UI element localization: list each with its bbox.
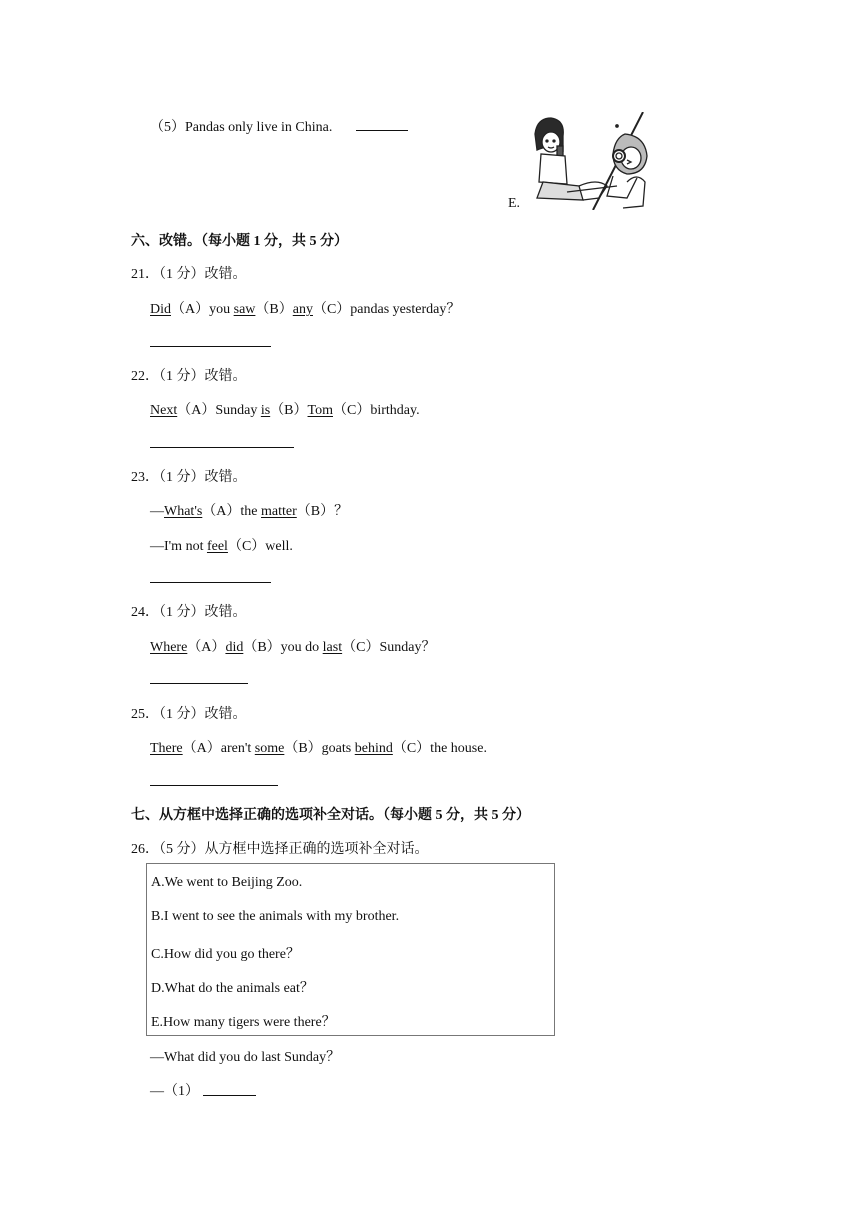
question-25-stem: 25．（1 分）改错。 [131, 707, 247, 722]
question-21-stem: 21．（1 分）改错。 [131, 267, 247, 282]
answer-blank-q26-1[interactable] [203, 1095, 256, 1096]
option-label-e: E. [508, 196, 521, 211]
underlined-word: Tom [307, 403, 333, 418]
answer-blank-q25[interactable] [150, 785, 278, 786]
sentence-text: （C）pandas yesterday？ [312, 302, 461, 317]
sentence-text: （C）well. [227, 539, 293, 554]
question-25-sentence [150, 737, 487, 757]
sentence-text: （B）？ [296, 504, 349, 519]
answer-blank-q24[interactable] [150, 683, 248, 684]
underlined-word: There [150, 741, 183, 756]
underlined-word: Did [150, 302, 171, 317]
underlined-word: is [260, 403, 271, 418]
question-24-stem: 24．（1 分）改错。 [131, 605, 247, 620]
question-23-stem: 23．（1 分）改错。 [131, 470, 247, 485]
section-7-heading: 七、从方框中选择正确的选项补全对话。（每小题 5 分，共 5 分） [131, 808, 530, 823]
sentence-text: （A）Sunday [177, 403, 261, 418]
underlined-word: did [225, 640, 244, 655]
option-c: C.How did you go there？ [151, 947, 300, 962]
question-26-stem: 26．（5 分）从方框中选择正确的选项补全对话。 [131, 842, 429, 857]
question-5-line [150, 116, 332, 136]
question-23-line-2 [150, 535, 293, 555]
sentence-text: （C）birthday. [333, 403, 420, 418]
sentence-text: （B） [270, 403, 308, 418]
girl-phone-illustration [527, 112, 653, 210]
options-box [146, 863, 555, 1036]
question-22-stem: 22．（1 分）改错。 [131, 369, 247, 384]
underlined-word: What's [164, 504, 203, 519]
question-24-sentence [150, 636, 435, 656]
dialog-line-2: —（1） [150, 1084, 199, 1099]
option-a: A.We went to Beijing Zoo. [151, 875, 303, 890]
underlined-word: last [322, 640, 343, 655]
dialog-line-1: —What did you do last Sunday？ [150, 1050, 341, 1065]
sentence-text: （B）you do [243, 640, 323, 655]
question-5-text: （5）Pandas only live in China. [150, 120, 333, 135]
sentence-text: （A）the [202, 504, 262, 519]
sentence-text: （C）Sunday？ [342, 640, 436, 655]
question-21-sentence [150, 298, 460, 318]
question-23-line-1 [150, 500, 348, 520]
answer-blank-q22[interactable] [150, 447, 294, 448]
sentence-text: — [150, 504, 164, 519]
section-6-heading: 六、改错。（每小题 1 分，共 5 分） [131, 234, 348, 249]
sentence-text: （B） [255, 302, 293, 317]
underlined-word: some [254, 741, 285, 756]
answer-blank-q23[interactable] [150, 582, 271, 583]
sentence-text: （A）aren't [182, 741, 255, 756]
option-e: E.How many tigers were there？ [151, 1015, 336, 1030]
option-b: B.I went to see the animals with my brother. [151, 909, 400, 924]
sentence-text: —I'm not [150, 539, 207, 554]
sentence-text: （B）goats [284, 741, 355, 756]
sentence-text: （A） [187, 640, 226, 655]
underlined-word: any [292, 302, 313, 317]
option-d: D.What do the animals eat？ [151, 981, 314, 996]
underlined-word: Next [150, 403, 178, 418]
answer-blank-q21[interactable] [150, 346, 271, 347]
question-22-sentence [150, 399, 420, 419]
underlined-word: Where [150, 640, 188, 655]
answer-blank-q5[interactable] [356, 130, 408, 131]
underlined-word: matter [261, 504, 297, 519]
underlined-word: feel [206, 539, 228, 554]
sentence-text: （A）you [171, 302, 234, 317]
sentence-text: （C）the house. [392, 741, 487, 756]
underlined-word: behind [354, 741, 393, 756]
underlined-word: saw [233, 302, 256, 317]
